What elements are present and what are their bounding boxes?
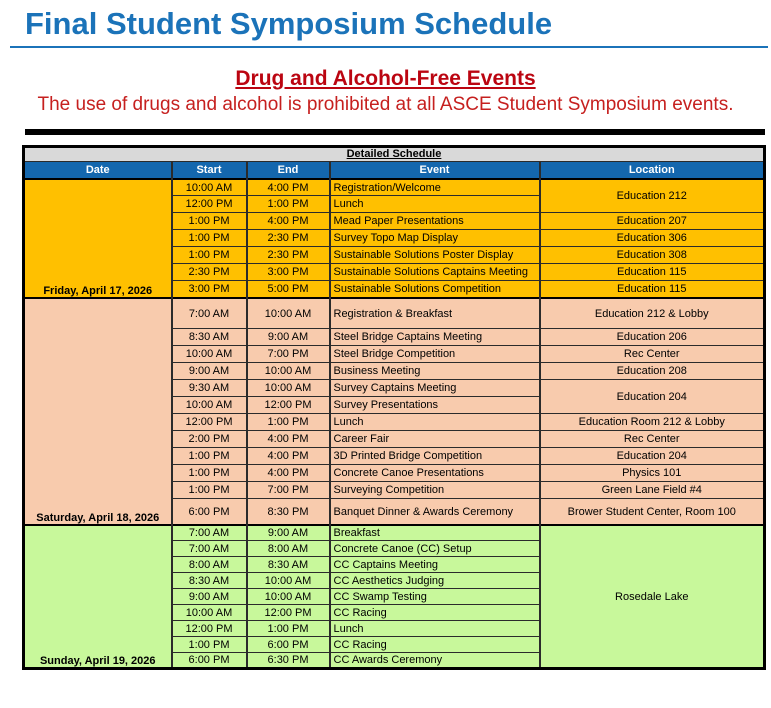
end-time-cell: 10:00 AM [247,298,330,329]
start-time-cell: 10:00 AM [172,346,247,363]
end-time-cell: 4:00 PM [247,431,330,448]
start-time-cell: 7:00 AM [172,541,247,557]
event-cell: Surveying Competition [330,482,540,499]
event-cell: Breakfast [330,525,540,541]
location-cell: Green Lane Field #4 [540,482,765,499]
event-cell: Steel Bridge Competition [330,346,540,363]
event-cell: Registration & Breakfast [330,298,540,329]
end-time-cell: 5:00 PM [247,281,330,298]
end-time-cell: 12:00 PM [247,397,330,414]
location-cell: Education 308 [540,247,765,264]
location-cell: Education 204 [540,448,765,465]
end-time-cell: 4:00 PM [247,179,330,196]
location-cell: Education 115 [540,264,765,281]
location-cell: Rosedale Lake [540,525,765,669]
table-caption-text: Detailed Schedule [346,148,442,161]
end-time-cell: 10:00 AM [247,589,330,605]
location-cell: Education Room 212 & Lobby [540,414,765,431]
start-time-cell: 10:00 AM [172,397,247,414]
date-cell: Sunday, April 19, 2026 [24,525,172,669]
event-cell: CC Captains Meeting [330,557,540,573]
event-cell: Business Meeting [330,363,540,380]
event-cell: Survey Presentations [330,397,540,414]
location-cell: Education 115 [540,281,765,298]
divider-bar [25,129,765,135]
end-time-cell: 8:30 PM [247,499,330,525]
end-time-cell: 9:00 AM [247,329,330,346]
location-cell: Education 212 [540,179,765,213]
event-cell: Sustainable Solutions Captains Meeting [330,264,540,281]
start-time-cell: 2:00 PM [172,431,247,448]
start-time-cell: 6:00 PM [172,499,247,525]
event-cell: Survey Captains Meeting [330,380,540,397]
date-cell: Friday, April 17, 2026 [24,179,172,298]
schedule-row [24,525,765,541]
column-header-location: Location [540,161,765,179]
title-rule [10,46,768,48]
event-cell: Banquet Dinner & Awards Ceremony [330,499,540,525]
end-time-cell: 10:00 AM [247,380,330,397]
event-cell: CC Swamp Testing [330,589,540,605]
event-cell: Concrete Canoe Presentations [330,465,540,482]
start-time-cell: 9:30 AM [172,380,247,397]
end-time-cell: 7:00 PM [247,482,330,499]
location-cell: Rec Center [540,431,765,448]
notice-heading-text: Drug and Alcohol-Free Events [235,66,536,90]
start-time-cell: 12:00 PM [172,196,247,213]
notice-heading [0,67,771,91]
schedule-row [24,179,765,196]
start-time-cell: 1:00 PM [172,230,247,247]
start-time-cell: 9:00 AM [172,589,247,605]
start-time-cell: 8:30 AM [172,329,247,346]
location-cell: Brower Student Center, Room 100 [540,499,765,525]
start-time-cell: 1:00 PM [172,213,247,230]
start-time-cell: 7:00 AM [172,298,247,329]
end-time-cell: 9:00 AM [247,525,330,541]
column-header-date: Date [24,161,172,179]
schedule-table-head [24,146,765,179]
location-cell: Education 206 [540,329,765,346]
start-time-cell: 8:30 AM [172,573,247,589]
location-cell: Education 212 & Lobby [540,298,765,329]
event-cell: Concrete Canoe (CC) Setup [330,541,540,557]
end-time-cell: 6:00 PM [247,637,330,653]
schedule-table [22,145,766,671]
start-time-cell: 1:00 PM [172,482,247,499]
location-cell: Physics 101 [540,465,765,482]
column-header-start: Start [172,161,247,179]
event-cell: Sustainable Solutions Poster Display [330,247,540,264]
end-time-cell: 7:00 PM [247,346,330,363]
table-caption-row [24,146,765,161]
event-cell: Lunch [330,196,540,213]
event-cell: Sustainable Solutions Competition [330,281,540,298]
start-time-cell: 1:00 PM [172,247,247,264]
start-time-cell: 2:30 PM [172,264,247,281]
end-time-cell: 4:00 PM [247,465,330,482]
column-header-event: Event [330,161,540,179]
event-cell: Steel Bridge Captains Meeting [330,329,540,346]
event-cell: Registration/Welcome [330,179,540,196]
event-cell: Lunch [330,621,540,637]
location-cell: Rec Center [540,346,765,363]
schedule-group [24,179,765,298]
event-cell: 3D Printed Bridge Competition [330,448,540,465]
start-time-cell: 10:00 AM [172,605,247,621]
start-time-cell: 12:00 PM [172,414,247,431]
start-time-cell: 6:00 PM [172,653,247,669]
start-time-cell: 7:00 AM [172,525,247,541]
schedule-group [24,525,765,669]
end-time-cell: 12:00 PM [247,605,330,621]
event-cell: CC Aesthetics Judging [330,573,540,589]
end-time-cell: 4:00 PM [247,448,330,465]
start-time-cell: 1:00 PM [172,465,247,482]
end-time-cell: 2:30 PM [247,247,330,264]
end-time-cell: 8:00 AM [247,541,330,557]
location-cell: Education 306 [540,230,765,247]
end-time-cell: 1:00 PM [247,196,330,213]
event-cell: CC Racing [330,637,540,653]
start-time-cell: 9:00 AM [172,363,247,380]
end-time-cell: 3:00 PM [247,264,330,281]
end-time-cell: 10:00 AM [247,363,330,380]
event-cell: CC Awards Ceremony [330,653,540,669]
end-time-cell: 6:30 PM [247,653,330,669]
start-time-cell: 12:00 PM [172,621,247,637]
end-time-cell: 8:30 AM [247,557,330,573]
end-time-cell: 1:00 PM [247,621,330,637]
start-time-cell: 1:00 PM [172,637,247,653]
event-cell: Career Fair [330,431,540,448]
table-caption [24,146,765,161]
page-title: Final Student Symposium Schedule [25,6,553,41]
date-cell: Saturday, April 18, 2026 [24,298,172,525]
event-cell: Survey Topo Map Display [330,230,540,247]
location-cell: Education 207 [540,213,765,230]
event-cell: CC Racing [330,605,540,621]
event-cell: Lunch [330,414,540,431]
start-time-cell: 3:00 PM [172,281,247,298]
event-cell: Mead Paper Presentations [330,213,540,230]
location-cell: Education 208 [540,363,765,380]
end-time-cell: 2:30 PM [247,230,330,247]
end-time-cell: 10:00 AM [247,573,330,589]
column-header-row [24,161,765,179]
end-time-cell: 1:00 PM [247,414,330,431]
column-header-end: End [247,161,330,179]
schedule-row [24,298,765,329]
schedule-group [24,298,765,525]
location-cell: Education 204 [540,380,765,414]
start-time-cell: 8:00 AM [172,557,247,573]
start-time-cell: 10:00 AM [172,179,247,196]
end-time-cell: 4:00 PM [247,213,330,230]
start-time-cell: 1:00 PM [172,448,247,465]
notice-body: The use of drugs and alcohol is prohibited at all ASCE Student Symposium events. [37,93,734,115]
